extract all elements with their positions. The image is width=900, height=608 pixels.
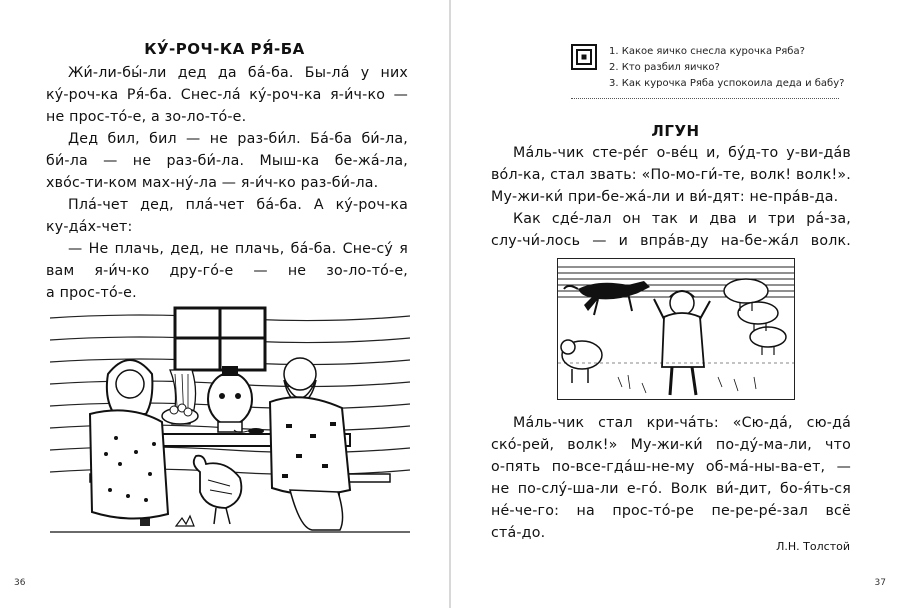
boy-sheep-wolf-drawing [558,259,794,399]
lgun-illustration [557,258,795,400]
question-1: 1. Какое яичко снесла курочка Ряба? [609,46,805,57]
question-2: 2. Кто разбил яичко? [609,62,720,73]
story-title-lgun: ЛГУН [651,122,700,140]
ryaba-paragraph-2 [46,128,408,194]
story-title-ryaba: КУ́-РОЧ-КА РЯ́-БА [144,40,305,58]
text-line: Ма́ль-чик сте-ре́г о-ве́ц и, бу́д-то у-ви-да́в [513,145,851,161]
questions-square-icon [571,44,597,70]
text-line: Жи́-ли-бы́-ли дед да ба́-ба. Бы-ла́ у них [68,65,408,81]
text-line: не прос-то́-е, а зо-ло-то́-е. [46,109,247,125]
dotted-separator [571,98,839,99]
lgun-paragraph-3 [491,412,851,544]
text-line: не по-слу́-ша-ли е-го́. Волк ви́-дит, бо-я́ть-ся [491,481,851,497]
questions-list [609,44,844,92]
text-line: ку́-роч-ка Ря́-ба. Снес-ла́ ку́-роч-ка я-и́ч-ко — [46,87,408,103]
text-line: о-пять по-все-гда́ш-не-му об-ма́-ны-ва-ет, — [491,459,851,475]
text-line: — Не плачь, дед, не плачь, ба́-ба. Сне-су́ я [68,241,408,257]
text-line: слу-чи́-лось — и впра́в-ду на-бе-жа́л волк. [491,233,851,249]
ryaba-illustration [50,304,410,536]
text-line: Дед бил, бил — не раз-би́л. Ба́-ба би́-ла, [68,131,408,147]
left-page [0,0,449,608]
text-line: ско́-рей, волк!» Му-жи-ки́ по-ду́-ма-ли, что [491,437,851,453]
author-attribution: Л.Н. Толстой [776,540,850,553]
page-number-right: 37 [874,578,886,588]
text-line: ку-да́х-чет: [46,219,133,235]
text-line: Му-жи-ки́ при-бе-жа́-ли и ви́-дят: не-пра́в-да. [491,189,839,205]
text-line: хво́с-ти-ком мах-ну́-ла — я-и́ч-ко раз-би́-ла. [46,175,379,191]
text-line: Пла́-чет дед, пла́-чет ба́-ба. А ку́-роч-ка [68,197,408,213]
text-line: ста́-до. [491,525,546,541]
ryaba-paragraph-3 [46,194,408,238]
text-line: Как сде́-лал он так и два и три ра́-за, [513,211,851,227]
page-number-left: 36 [14,578,26,588]
text-line: во́л-ка, стал звать: «По-мо-ги́-те, волк! волк!». [491,167,851,183]
ryaba-paragraph-4 [46,238,408,304]
right-page [451,0,900,608]
text-line: вам я-и́ч-ко дру-го́-е — не зо-ло-то́-е, [46,263,408,279]
grandparents-table-drawing [50,304,410,536]
text-line: а прос-то́-е. [46,285,137,301]
text-line: би́-ла — не раз-би́-ла. Мыш-ка бе-жа́-ла, [46,153,408,169]
ryaba-paragraph-1 [46,62,408,128]
lgun-paragraph-2 [491,208,851,252]
lgun-paragraph-1 [491,142,851,208]
question-3: 3. Как курочка Ряба успокоила деда и бабу? [609,78,845,89]
text-line: не́-че-го: на прос-то́-ре пе-ре-ре́-зал всё [491,503,851,519]
text-line: Ма́ль-чик стал кри-ча́ть: «Сю-да́, сю-да́ [513,415,851,431]
